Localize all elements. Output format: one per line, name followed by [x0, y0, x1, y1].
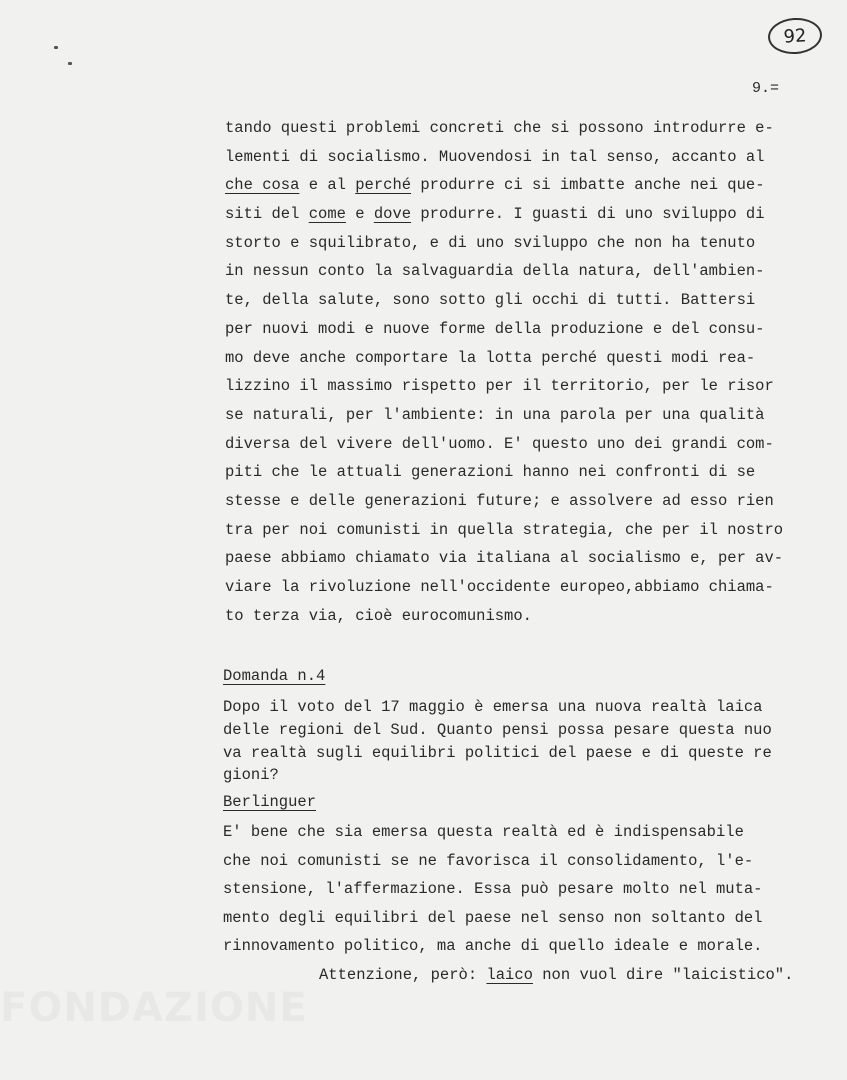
- body-line: [225, 171, 825, 200]
- archive-watermark: FONDAZIONE: [0, 985, 308, 1031]
- body-line: te, della salute, sono sotto gli occhi di tutti. Battersi: [225, 291, 756, 310]
- body-line: piti che le attuali generazioni hanno nei confronti di se: [225, 463, 756, 482]
- question-heading: Domanda n.4: [223, 667, 326, 685]
- question-text: [223, 696, 823, 787]
- body-line: lizzino il massimo rispetto per il territorio, per le risor: [225, 377, 774, 396]
- question-line: Dopo il voto del 17 maggio è emersa una nuova realtà laica: [223, 698, 763, 716]
- body-paragraph: [225, 114, 825, 630]
- body-line: lementi di socialismo. Muovendosi in tal senso, accanto al: [225, 147, 765, 166]
- answer-line: rinnovamento politico, ma anche di quello ideale e morale.: [223, 937, 763, 955]
- text-run: e: [345, 205, 374, 224]
- body-line: [225, 200, 825, 229]
- page-number: 9.=: [752, 80, 780, 97]
- answer-line: [223, 961, 833, 990]
- underlined-word: perché: [355, 176, 412, 195]
- answer-line: E' bene che sia emersa questa realtà ed è indispensabile: [223, 823, 744, 841]
- body-line: tra per noi comunisti in quella strategia, che per il nostro: [225, 520, 784, 539]
- body-line: storto e squilibrato, e di uno sviluppo che non ha tenuto: [225, 233, 756, 252]
- body-line: in nessun conto la salvaguardia della natura, dell'ambien-: [225, 262, 765, 281]
- underlined-word: laico: [486, 965, 533, 984]
- body-line: paese abbiamo chiamato via italiana al socialismo e, per av-: [225, 549, 784, 568]
- text-run: Attenzione, però:: [319, 965, 487, 984]
- body-line: diversa del vivere dell'uomo. E' questo uno dei grandi com-: [225, 434, 774, 453]
- underlined-word: che cosa: [225, 176, 300, 195]
- answer-line: stensione, l'affermazione. Essa può pesare molto nel muta-: [223, 880, 763, 898]
- question-line: delle regioni del Sud. Quanto pensi possa pesare questa nuo: [223, 720, 772, 739]
- body-line: per nuovi modi e nuove forme della produzione e del consu-: [225, 319, 765, 338]
- body-line: tando questi problemi concreti che si possono introdurre e-: [225, 119, 774, 137]
- answer-heading: Berlinguer: [223, 793, 317, 811]
- answer-line: che noi comunisti se ne favorisca il consolidamento, l'e-: [223, 851, 754, 870]
- text-run: produrre. I guasti di uno sviluppo di: [411, 205, 765, 224]
- scan-speck: [68, 62, 72, 65]
- scan-speck: [54, 46, 58, 49]
- text-run: e al: [299, 176, 356, 195]
- body-line: mo deve anche comportare la lotta perché questi modi rea-: [225, 348, 756, 367]
- archive-page-stamp: 92: [767, 16, 823, 56]
- body-line: se naturali, per l'ambiente: in una parola per una qualità: [225, 405, 765, 424]
- body-line: to terza via, cioè eurocomunismo.: [225, 606, 532, 625]
- underlined-word: dove: [373, 205, 412, 224]
- answer-text: [223, 818, 833, 989]
- text-run: siti del: [225, 205, 309, 224]
- answer-line: mento degli equilibri del paese nel senso non soltanto del: [223, 908, 763, 927]
- underlined-word: come: [308, 205, 346, 224]
- text-run: non vuol dire "laicistico".: [532, 965, 794, 984]
- body-line: stesse e delle generazioni future; e assolvere ad esso rien: [225, 491, 774, 510]
- text-run: produrre ci si imbatte anche nei que-: [411, 176, 765, 195]
- body-line: viare la rivoluzione nell'occidente europeo,abbiamo chiama-: [225, 578, 774, 596]
- question-line: gioni?: [223, 766, 279, 785]
- question-line: va realtà sugli equilibri politici del paese e di queste re: [223, 743, 772, 762]
